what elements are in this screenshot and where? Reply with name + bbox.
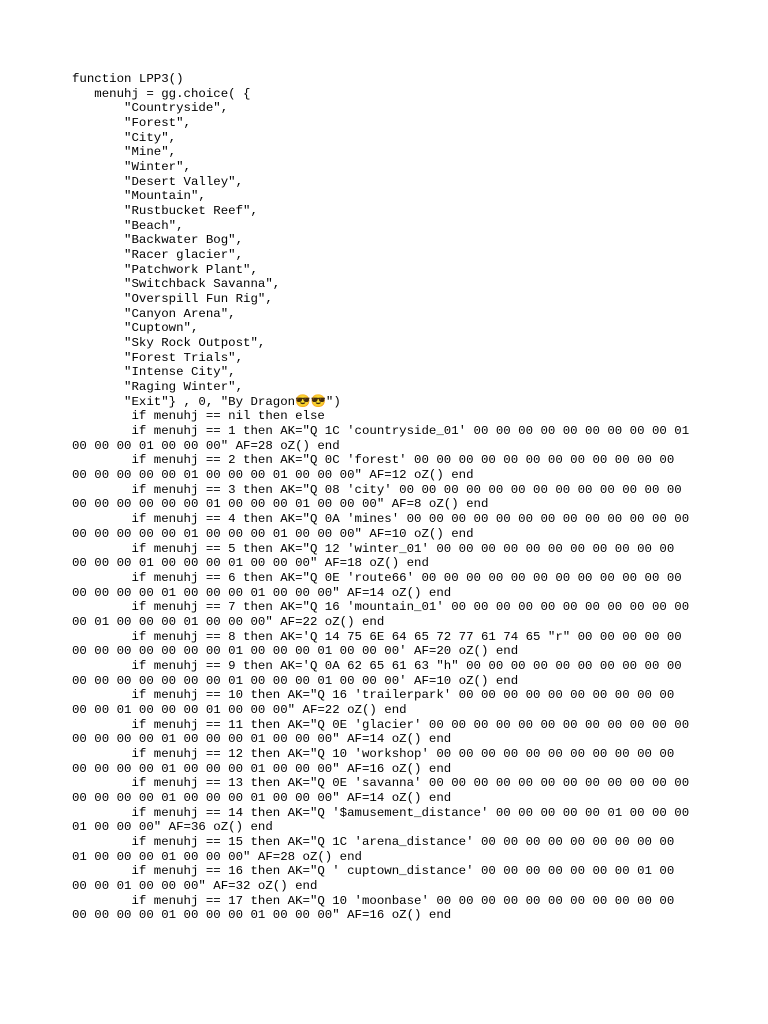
code-line: "Exit"} , 0, "By Dragon😎😎"): [72, 394, 341, 409]
code-line: if menuhj == 14 then AK="Q '$amusement_distance' 00 00 00 00 00 01 00 00 00: [72, 805, 690, 820]
code-line: "City",: [72, 130, 177, 145]
code-line: 00 00 00 00 01 00 00 00 01 00 00 00" AF=14 oZ() end: [72, 585, 452, 600]
code-line: function LPP3(): [72, 72, 184, 86]
code-line: 01 00 00 00" AF=36 oZ() end: [72, 820, 273, 835]
code-line: "Racer glacier",: [72, 248, 244, 263]
code-line: "Overspill Fun Rig",: [72, 292, 273, 307]
code-line: if menuhj == 6 then AK="Q 0E 'route66' 00 00 00 00 00 00 00 00 00 00 00 00: [72, 570, 682, 585]
code-line: if menuhj == 8 then AK='Q 14 75 6E 64 65 72 77 61 74 65 "r" 00 00 00 00 00: [72, 629, 682, 644]
code-line: if menuhj == 9 then AK='Q 0A 62 65 61 63 "h" 00 00 00 00 00 00 00 00 00 00: [72, 658, 682, 673]
code-line: 00 00 00 00 00 00 00 01 00 00 00 01 00 00 00' AF=10 oZ() end: [72, 673, 519, 688]
code-line: if menuhj == 3 then AK="Q 08 'city' 00 00 00 00 00 00 00 00 00 00 00 00 00: [72, 482, 682, 497]
code-line: "Backwater Bog",: [72, 233, 244, 248]
code-line: if menuhj == nil then else: [72, 409, 325, 424]
code-line: if menuhj == 13 then AK="Q 0E 'savanna' 00 00 00 00 00 00 00 00 00 00 00 00: [72, 776, 690, 791]
code-line: if menuhj == 15 then AK="Q 1C 'arena_distance' 00 00 00 00 00 00 00 00 00: [72, 834, 675, 849]
code-line: if menuhj == 5 then AK="Q 12 'winter_01' 00 00 00 00 00 00 00 00 00 00 00: [72, 541, 675, 556]
code-line: 00 00 01 00 00 00 01 00 00 00" AF=22 oZ() end: [72, 702, 407, 717]
code-line: menuhj = gg.choice( {: [72, 86, 251, 101]
code-line: 01 00 00 00 01 00 00 00" AF=28 oZ() end: [72, 849, 362, 864]
code-line: if menuhj == 1 then AK="Q 1C 'countryside_01' 00 00 00 00 00 00 00 00 00 01: [72, 424, 690, 439]
code-line: if menuhj == 10 then AK="Q 16 'trailerpark' 00 00 00 00 00 00 00 00 00 00: [72, 688, 675, 703]
code-line: 00 00 01 00 00 00" AF=32 oZ() end: [72, 878, 318, 893]
code-line: 00 00 00 00 00 00 00 01 00 00 00 01 00 00 00' AF=20 oZ() end: [72, 644, 519, 659]
code-line: "Cuptown",: [72, 321, 199, 336]
code-line: "Patchwork Plant",: [72, 262, 258, 277]
code-line: 00 00 00 00 01 00 00 00 01 00 00 00" AF=16 oZ() end: [72, 761, 452, 776]
code-line: 00 00 00 00 01 00 00 00 01 00 00 00" AF=16 oZ() end: [72, 908, 452, 923]
code-line: if menuhj == 7 then AK="Q 16 'mountain_01' 00 00 00 00 00 00 00 00 00 00 00: [72, 600, 690, 615]
code-line: "Forest Trials",: [72, 350, 244, 365]
code-line: "Desert Valley",: [72, 174, 244, 189]
code-line: "Mine",: [72, 145, 177, 160]
code-line: "Canyon Arena",: [72, 306, 236, 321]
code-line: if menuhj == 4 then AK="Q 0A 'mines' 00 00 00 00 00 00 00 00 00 00 00 00 00: [72, 512, 690, 527]
code-line: 00 00 00 00 00 00 01 00 00 00 01 00 00 00" AF=8 oZ() end: [72, 497, 489, 512]
code-line: "Winter",: [72, 160, 191, 175]
code-line: 00 00 00 00 00 01 00 00 00 01 00 00 00" AF=12 oZ() end: [72, 468, 474, 483]
code-line: "Countryside",: [72, 101, 229, 116]
code-line: "Intense City",: [72, 365, 236, 380]
code-line: 00 00 00 00 01 00 00 00 01 00 00 00" AF=14 oZ() end: [72, 790, 452, 805]
code-line: if menuhj == 17 then AK="Q 10 'moonbase' 00 00 00 00 00 00 00 00 00 00 00: [72, 893, 675, 908]
code-line: "Raging Winter",: [72, 380, 244, 395]
code-line: "Sky Rock Outpost",: [72, 336, 266, 351]
code-line: "Switchback Savanna",: [72, 277, 281, 292]
code-line: 00 00 00 00 00 01 00 00 00 01 00 00 00" AF=10 oZ() end: [72, 526, 474, 541]
code-line: if menuhj == 11 then AK="Q 0E 'glacier' 00 00 00 00 00 00 00 00 00 00 00 00: [72, 717, 690, 732]
code-line: 00 01 00 00 00 01 00 00 00" AF=22 oZ() end: [72, 614, 385, 629]
code-line: "Mountain",: [72, 189, 206, 204]
code-line: 00 00 00 01 00 00 00 01 00 00 00" AF=18 oZ() end: [72, 556, 429, 571]
code-line: 00 00 00 00 01 00 00 00 01 00 00 00" AF=14 oZ() end: [72, 732, 452, 747]
code-line: if menuhj == 16 then AK="Q ' cuptown_distance' 00 00 00 00 00 00 00 01 00: [72, 864, 675, 879]
code-line: if menuhj == 12 then AK="Q 10 'workshop' 00 00 00 00 00 00 00 00 00 00 00: [72, 746, 675, 761]
code-listing: [72, 72, 712, 923]
code-line: 00 00 00 01 00 00 00" AF=28 oZ() end: [72, 438, 340, 453]
code-line: "Beach",: [72, 218, 184, 233]
code-line: "Rustbucket Reef",: [72, 204, 258, 219]
code-line: if menuhj == 2 then AK="Q 0C 'forest' 00 00 00 00 00 00 00 00 00 00 00 00: [72, 453, 675, 468]
code-line: "Forest",: [72, 116, 191, 131]
